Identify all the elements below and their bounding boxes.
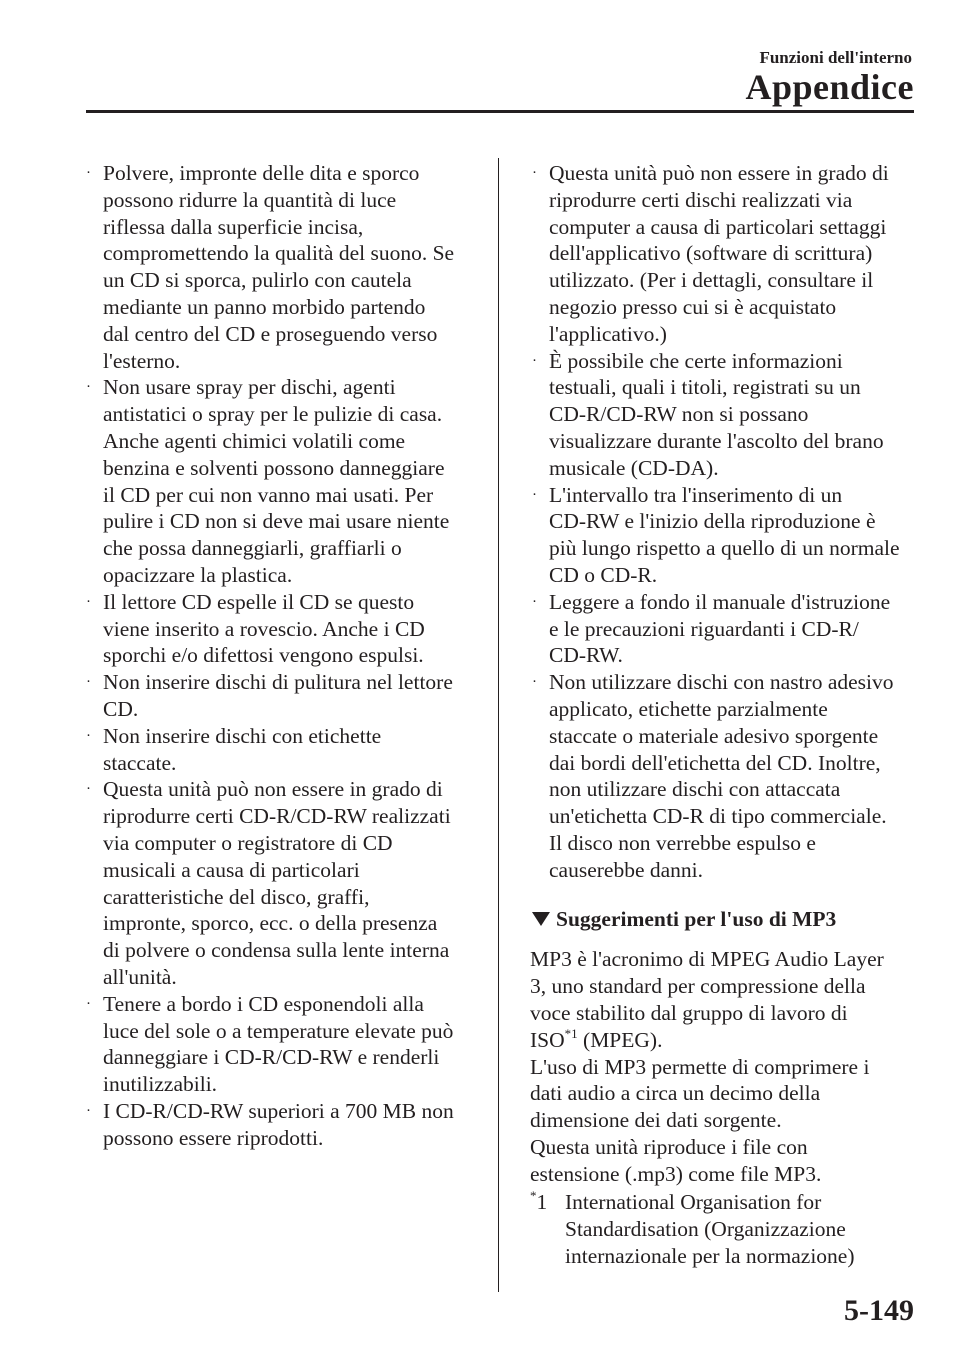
text-line: dai bordi dell'etichetta del CD. Inoltre, [549, 750, 881, 775]
text-line: inutilizzabili. [103, 1072, 218, 1097]
bullet-icon: · [532, 674, 537, 691]
text-line: CD-R/CD-RW non si possano [549, 402, 809, 427]
text-line: opacizzare la plastica. [103, 562, 293, 587]
list-item [84, 723, 484, 777]
list-item [84, 776, 484, 990]
text-line: testuali, quali i titoli, registrati su un [549, 375, 861, 400]
text-line: un CD si sporca, pulirlo con cautela [103, 268, 412, 293]
text-line: Standardisation (Organizzazione [565, 1217, 846, 1242]
text-line: dell'applicativo (software di scrittura) [549, 241, 873, 266]
list-item [530, 348, 920, 482]
text-line: luce del sole o a temperature elevate può [103, 1018, 454, 1043]
bullet-icon: · [86, 1102, 91, 1119]
bullet-icon: · [532, 486, 537, 503]
footnote-marker [530, 1189, 547, 1216]
text-line: Il disco non verrebbe espulso e [549, 830, 816, 855]
text-line: riprodurre certi dischi realizzati via [549, 187, 853, 212]
text-line: sporchi e/o difettosi vengono espulsi. [103, 643, 424, 668]
list-item [84, 589, 484, 669]
text-line: danneggiare i CD-R/CD-RW e renderli [103, 1045, 440, 1070]
text-line: il CD per cui non vanno mai usati. Per [103, 482, 434, 507]
column-divider [498, 158, 499, 1292]
text-line: via computer o registratore di CD [103, 830, 393, 855]
section-title: Funzioni dell'interno [759, 48, 912, 67]
text-line: benzina e solventi possono danneggiare [103, 455, 445, 480]
list-item [530, 669, 920, 883]
text-line: all'unità. [103, 964, 177, 989]
text-line: che possa danneggiarli, graffiarli o [103, 536, 402, 561]
text-line: non utilizzare dischi con attaccata [549, 777, 841, 802]
text-line: impronte, sporco, ecc. o della presenza [103, 911, 438, 936]
text-line: possono essere riprodotti. [103, 1125, 324, 1150]
text-line: L'uso di MP3 permette di comprimere i [530, 1054, 870, 1079]
subheading-label: Suggerimenti per l'uso di MP3 [556, 906, 837, 931]
text-line: causerebbe danni. [549, 857, 704, 882]
list-item [84, 669, 484, 723]
bullet-icon: · [86, 995, 91, 1012]
text-line: dal centro del CD e proseguendo verso [103, 321, 438, 346]
text-line: Anche agenti chimici volatili come [103, 428, 406, 453]
text-line: L'intervallo tra l'inserimento di un [549, 482, 843, 507]
bullet-icon: · [86, 165, 91, 181]
text-line: possono ridurre la quantità di luce [103, 187, 397, 212]
text-line: riprodurre certi CD-R/CD-RW realizzati [103, 804, 451, 829]
footnote-number: 1 [536, 1190, 548, 1215]
bullet-icon: · [532, 165, 537, 181]
text-line: estensione (.mp3) come file MP3. [530, 1161, 822, 1186]
bullet-icon: · [86, 727, 91, 744]
text-line: Questa unità riproduce i file con [530, 1134, 808, 1159]
bullet-icon: · [86, 781, 91, 798]
text-line: CD-RW. [549, 643, 623, 668]
text-line: applicato, etichette parzialmente [549, 696, 828, 721]
text-line: È possibile che certe informazioni [549, 348, 843, 373]
text-line: MP3 è l'acronimo di MPEG Audio Layer [530, 947, 884, 972]
text-line: di polvere o condensa sulla lente interna [103, 938, 450, 963]
text-line: Questa unità può non essere in grado di [103, 777, 443, 802]
left-column [84, 160, 484, 1151]
text-line: I CD-R/CD-RW superiori a 700 MB non [103, 1098, 454, 1123]
header-rule [86, 110, 914, 113]
text-line: viene inserito a rovescio. Anche i CD [103, 616, 425, 641]
mp3-body-paragraph [530, 1054, 920, 1188]
text-line [530, 1027, 920, 1054]
list-item [530, 589, 920, 669]
text-line: caratteristiche del disco, graffi, [103, 884, 370, 909]
list-item [84, 1098, 484, 1152]
text-line: Non utilizzare dischi con nastro adesivo [549, 670, 894, 695]
text-line: CD. [103, 696, 139, 721]
bullet-icon: · [86, 379, 91, 396]
text-line: staccate o materiale adesivo sporgente [549, 723, 879, 748]
text-line: Tenere a bordo i CD esponendoli alla [103, 991, 424, 1016]
mpeg-text: (MPEG). [577, 1027, 663, 1052]
iso-text: ISO [530, 1027, 565, 1052]
text-line: Questa unità può non essere in grado di [549, 161, 889, 185]
text-line: e le precauzioni riguardanti i CD-R/ [549, 616, 859, 641]
subheading-mp3 [530, 906, 920, 933]
text-line: Polvere, impronte delle dita e sporco [103, 161, 420, 185]
bullet-icon: · [86, 593, 91, 610]
footnote-ref: *1 [564, 1025, 578, 1041]
text-line: riflessa dalla superficie incisa, [103, 214, 364, 239]
text-line: staccate. [103, 750, 177, 775]
text-line: musicali a causa di particolari [103, 857, 360, 882]
text-line: più lungo rispetto a quello di un normale [549, 536, 900, 561]
text-line: Non inserire dischi con etichette [103, 723, 382, 748]
text-line: negozio presso cui si è acquistato [549, 294, 837, 319]
mp3-intro-paragraph [530, 946, 920, 1053]
bullet-icon: · [532, 352, 537, 369]
page-number: 5-149 [844, 1294, 914, 1327]
text-line: compromettendo la qualità del suono. Se [103, 241, 455, 266]
text-line: un'etichetta CD-R di tipo commerciale. [549, 804, 887, 829]
right-bullet-list [530, 160, 920, 884]
text-line: CD-RW e l'inizio della riproduzione è [549, 509, 876, 534]
text-line: pulire i CD non si deve mai usare niente [103, 509, 450, 534]
text-line: l'applicativo.) [549, 321, 667, 346]
list-item [84, 160, 484, 374]
text-line: utilizzato. (Per i dettagli, consultare il [549, 268, 874, 293]
text-line: CD o CD-R. [549, 562, 658, 587]
text-line: Il lettore CD espelle il CD se questo [103, 589, 415, 614]
text-line: Non inserire dischi di pulitura nel lettore [103, 670, 453, 695]
list-item [84, 991, 484, 1098]
text-line: visualizzare durante l'ascolto del brano [549, 428, 884, 453]
left-bullet-list [84, 160, 484, 1151]
text-line: mediante un panno morbido partendo [103, 294, 426, 319]
footnote [530, 1189, 920, 1269]
list-item [530, 160, 920, 348]
text-line: musicale (CD-DA). [549, 455, 719, 480]
text-line: dati audio a circa un decimo della [530, 1081, 821, 1106]
text-line: 3, uno standard per compressione della [530, 974, 866, 999]
text-line: internazionale per la normazione) [565, 1244, 855, 1269]
text-line: International Organisation for [565, 1190, 822, 1215]
text-line: computer a causa di particolari settaggi [549, 214, 887, 239]
bullet-icon: · [86, 674, 91, 691]
text-line: antistatici o spray per le pulizie di casa. [103, 402, 443, 427]
text-line: l'esterno. [103, 348, 181, 373]
triangle-down-icon [532, 912, 550, 926]
right-column [530, 160, 920, 1270]
footnote-asterisk: * [530, 1188, 537, 1204]
bullet-icon: · [532, 593, 537, 610]
text-line: dimensione dei dati sorgente. [530, 1108, 782, 1133]
text-line: Non usare spray per dischi, agenti [103, 375, 396, 400]
list-item [84, 374, 484, 588]
text-line: voce stabilito dal gruppo di lavoro di [530, 1000, 848, 1025]
list-item [530, 482, 920, 589]
text-line: Leggere a fondo il manuale d'istruzione [549, 589, 891, 614]
chapter-title: Appendice [745, 67, 914, 107]
